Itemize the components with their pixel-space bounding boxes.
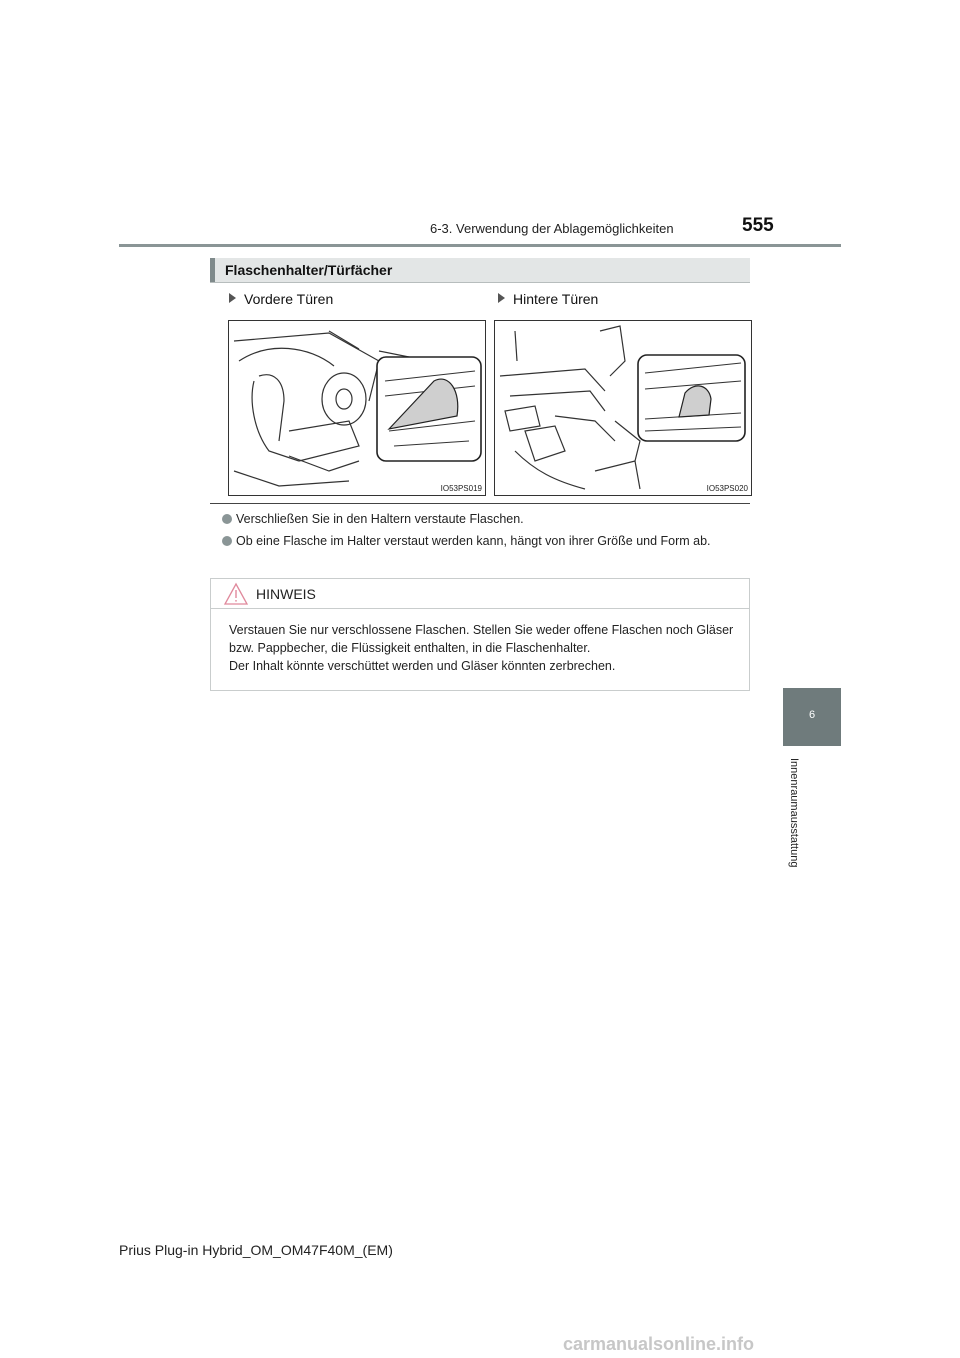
- chapter-number: 6: [808, 709, 816, 721]
- figure-code: IO53PS020: [706, 484, 748, 493]
- chapter-label: Innenraumausstattung: [788, 758, 800, 868]
- bullet-dot-icon: [222, 536, 232, 546]
- bullet-item: Verschließen Sie in den Haltern verstaute Flaschen.: [222, 510, 750, 528]
- figure-rear-door: [494, 320, 752, 496]
- bullet-dot-icon: [222, 514, 232, 524]
- notice-line: Der Inhalt könnte verschüttet werden und Gläser könnten zerbrechen.: [229, 659, 616, 673]
- watermark: carmanualsonline.info: [563, 1334, 755, 1354]
- notice-header: [211, 579, 749, 609]
- figure-divider: [210, 503, 750, 504]
- warning-triangle-icon: [223, 582, 249, 606]
- rear-door-illustration: [495, 321, 751, 495]
- section-title-bar: [210, 258, 750, 283]
- figure-label-rear: Hintere Türen: [498, 291, 598, 307]
- chapter-tab: [783, 688, 841, 746]
- notice-body: [229, 621, 741, 675]
- notice-title: HINWEIS: [256, 586, 316, 602]
- section-title: Flaschenhalter/Türfächer: [225, 262, 393, 278]
- section-header: 6-3. Verwendung der Ablagemöglichkeiten: [430, 221, 674, 236]
- notice-box: [210, 578, 750, 691]
- triangle-bullet-icon: [498, 293, 505, 303]
- triangle-bullet-icon: [229, 293, 236, 303]
- page-number: 555: [742, 215, 774, 236]
- footer-document-id: Prius Plug-in Hybrid_OM_OM47F40M_(EM): [119, 1242, 393, 1258]
- figure-label-front: Vordere Türen: [229, 291, 333, 307]
- figure-code: IO53PS019: [440, 484, 482, 493]
- section-accent: [210, 258, 215, 282]
- header-divider: [119, 244, 841, 247]
- front-door-illustration: [229, 321, 485, 495]
- bullet-item: Ob eine Flasche im Halter verstaut werden kann, hängt von ihrer Größe und Form ab.: [222, 532, 750, 550]
- notice-line: Verstauen Sie nur verschlossene Flaschen. Stellen Sie weder offene Flaschen noch Gläser bzw. Pappbecher, die Flüssigkeit enthalten, in die Flaschenhalter.: [229, 623, 734, 655]
- figure-front-door: [228, 320, 486, 496]
